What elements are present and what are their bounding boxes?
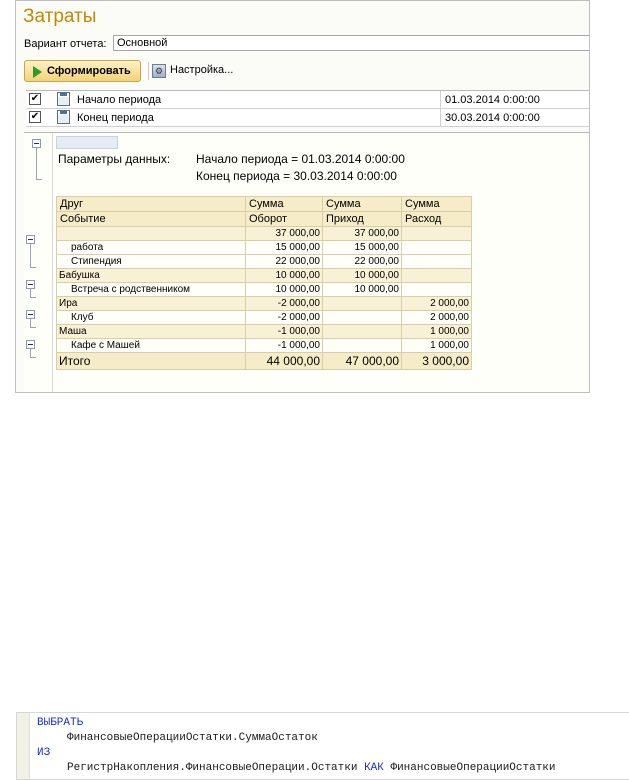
settings-button-label: Настройка... xyxy=(170,64,234,76)
checkbox-icon[interactable]: ✔ xyxy=(30,93,40,104)
param-label: Конец периода xyxy=(77,112,154,124)
generate-button-label: Сформировать xyxy=(47,65,131,77)
turnover-cell: 10 000,00 xyxy=(246,283,323,297)
income-cell: 15 000,00 xyxy=(323,241,402,255)
total-expense-cell: 3 000,00 xyxy=(402,353,472,370)
toolbar-separator xyxy=(148,62,149,80)
group-line xyxy=(30,289,31,297)
report-window xyxy=(15,0,590,393)
turnover-cell: 10 000,00 xyxy=(246,269,323,283)
turnover-cell: -2 000,00 xyxy=(246,311,323,325)
settings-icon: ⚙ xyxy=(152,64,166,78)
data-param-start: Начало периода = 01.03.2014 0:00:00 xyxy=(196,152,405,166)
turnover-cell: -2 000,00 xyxy=(246,297,323,311)
code-line xyxy=(67,762,556,774)
code-line xyxy=(37,717,83,729)
group-line xyxy=(30,357,36,358)
window-title: Затраты xyxy=(23,6,97,27)
editor-gutter xyxy=(17,713,30,779)
selected-cell[interactable] xyxy=(56,136,118,149)
income-cell xyxy=(323,311,402,325)
income-cell xyxy=(323,339,402,353)
variant-label: Вариант отчета: xyxy=(24,38,107,50)
expense-cell xyxy=(402,255,472,269)
row-name-cell: Встреча с родственником xyxy=(57,283,246,297)
group-line xyxy=(30,267,36,268)
expense-cell: 2 000,00 xyxy=(402,297,472,311)
header-row xyxy=(57,212,472,227)
keyword: КАК xyxy=(364,762,384,774)
generate-button[interactable] xyxy=(24,60,141,82)
header-cell: Приход xyxy=(323,212,402,227)
table-row xyxy=(57,339,472,353)
table-row xyxy=(57,297,472,311)
group-line xyxy=(30,349,31,357)
header-cell: Сумма xyxy=(246,197,323,212)
group-line xyxy=(30,297,36,298)
group-line xyxy=(30,319,31,327)
turnover-cell: 37 000,00 xyxy=(246,227,323,241)
keyword: ВЫБРАТЬ xyxy=(37,717,84,729)
row-name-cell: Маша xyxy=(57,325,246,339)
turnover-cell: 15 000,00 xyxy=(246,241,323,255)
expense-cell xyxy=(402,269,472,283)
income-cell: 10 000,00 xyxy=(323,269,402,283)
income-cell xyxy=(323,297,402,311)
row-name-cell: Ира xyxy=(57,297,246,311)
expense-cell xyxy=(402,241,472,255)
header-cell: Расход xyxy=(402,212,472,227)
group-line xyxy=(36,179,42,180)
checkbox-icon[interactable]: ✔ xyxy=(30,111,40,122)
group-line xyxy=(30,327,36,328)
settings-button[interactable] xyxy=(152,60,233,86)
turnover-cell: 22 000,00 xyxy=(246,255,323,269)
query-code-editor[interactable] xyxy=(16,712,629,780)
header-cell: Событие xyxy=(57,212,246,227)
total-label-cell: Итого xyxy=(57,353,246,370)
income-cell: 37 000,00 xyxy=(323,227,402,241)
data-param-end: Конец периода = 30.03.2014 0:00:00 xyxy=(196,169,397,183)
code-line xyxy=(37,747,50,759)
collapse-icon[interactable] xyxy=(26,280,35,289)
calendar-icon xyxy=(57,110,70,124)
table-row xyxy=(57,311,472,325)
table-row xyxy=(57,227,472,241)
collapse-icon[interactable] xyxy=(26,235,35,244)
table-row xyxy=(57,283,472,297)
expense-cell: 1 000,00 xyxy=(402,325,472,339)
report-table xyxy=(56,196,472,370)
header-cell: Оборот xyxy=(246,212,323,227)
header-row xyxy=(57,197,472,212)
code-line: ФинансовыеОперацииОстатки.СуммаОстаток xyxy=(67,732,318,744)
calendar-icon xyxy=(57,92,70,106)
data-params-label: Параметры данных: xyxy=(58,152,171,166)
header-cell: Друг xyxy=(57,197,246,212)
param-value-field[interactable]: 01.03.2014 0:00:00 xyxy=(440,91,590,108)
turnover-cell: -1 000,00 xyxy=(246,325,323,339)
row-name-cell xyxy=(57,227,246,241)
expense-cell xyxy=(402,227,472,241)
row-name-cell: Клуб xyxy=(57,311,246,325)
income-cell: 22 000,00 xyxy=(323,255,402,269)
keyword: ИЗ xyxy=(37,747,51,759)
collapse-icon[interactable] xyxy=(26,310,35,319)
total-income-cell: 47 000,00 xyxy=(323,353,402,370)
header-cell: Сумма xyxy=(323,197,402,212)
row-name-cell: Кафе с Машей xyxy=(57,339,246,353)
table-row xyxy=(57,325,472,339)
total-turnover-cell: 44 000,00 xyxy=(246,353,323,370)
table-row xyxy=(57,241,472,255)
expense-cell: 1 000,00 xyxy=(402,339,472,353)
row-name-cell: работа xyxy=(57,241,246,255)
variant-field[interactable]: Основной xyxy=(113,35,590,51)
collapse-icon[interactable] xyxy=(26,340,35,349)
expense-cell xyxy=(402,283,472,297)
param-row xyxy=(26,109,590,127)
group-line xyxy=(30,244,31,267)
table-row xyxy=(57,255,472,269)
table-row xyxy=(57,269,472,283)
turnover-cell: -1 000,00 xyxy=(246,339,323,353)
param-value-field[interactable]: 30.03.2014 0:00:00 xyxy=(440,109,590,126)
header-cell: Сумма xyxy=(402,197,472,212)
income-cell xyxy=(323,325,402,339)
report-area xyxy=(24,132,590,393)
parameters-table xyxy=(26,90,590,127)
expense-cell: 2 000,00 xyxy=(402,311,472,325)
row-name-cell: Стипендия xyxy=(57,255,246,269)
param-row xyxy=(26,91,590,109)
code-text: ФинансовыеОперацииОстатки xyxy=(383,762,556,774)
param-label: Начало периода xyxy=(77,94,162,106)
collapse-icon[interactable] xyxy=(32,139,41,148)
row-name-cell: Бабушка xyxy=(57,269,246,283)
total-row xyxy=(57,353,472,370)
play-icon xyxy=(33,66,42,78)
income-cell: 10 000,00 xyxy=(323,283,402,297)
group-line xyxy=(36,148,37,179)
code-text: РегистрНакопления.ФинансовыеОперации.Остатки xyxy=(67,762,365,774)
grouping-gutter xyxy=(24,133,53,393)
